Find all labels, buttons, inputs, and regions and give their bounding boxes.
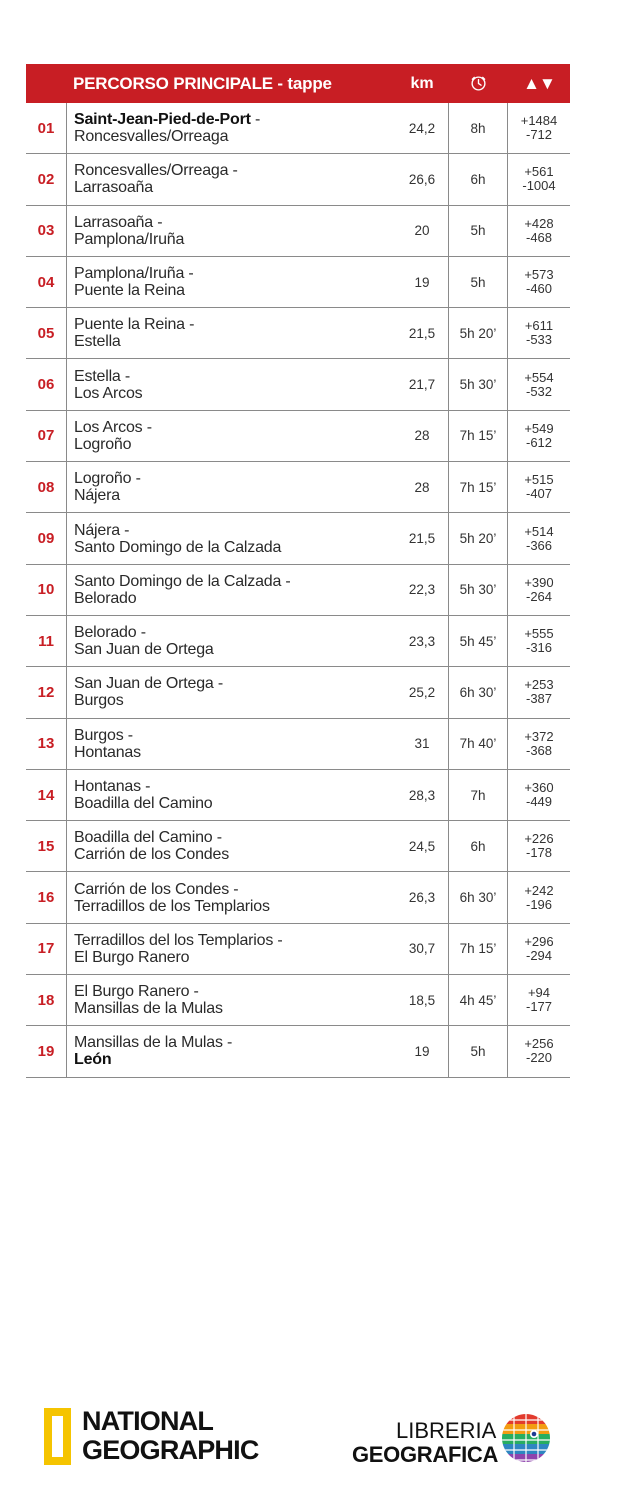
stage-time: 6h bbox=[448, 821, 508, 871]
stage-elevation bbox=[508, 719, 570, 769]
stage-from bbox=[74, 470, 396, 487]
stage-elevation bbox=[508, 206, 570, 256]
stage-to: Los Arcos bbox=[74, 384, 143, 402]
table-row bbox=[26, 770, 570, 821]
elevation-down: -532 bbox=[525, 383, 553, 399]
stage-number: 17 bbox=[37, 940, 55, 958]
stage-route bbox=[66, 308, 396, 358]
elevation-down: -368 bbox=[525, 742, 553, 758]
table-row bbox=[26, 359, 570, 410]
stage-from bbox=[74, 778, 396, 795]
stage-from bbox=[74, 368, 396, 385]
stage-elevation bbox=[508, 411, 570, 461]
separator: - bbox=[119, 521, 130, 539]
stage-to: Burgos bbox=[74, 692, 124, 710]
separator: - bbox=[229, 880, 239, 898]
separator: - bbox=[184, 265, 194, 283]
elevation-down: -407 bbox=[525, 486, 553, 502]
stage-from-name: Pamplona/Iruña bbox=[74, 265, 185, 283]
elevation-up: +573 bbox=[524, 267, 554, 283]
stage-route bbox=[66, 462, 396, 512]
stage-route bbox=[66, 154, 396, 204]
stage-time: 5h 20’ bbox=[448, 308, 508, 358]
table-row bbox=[26, 206, 570, 257]
stage-elevation bbox=[508, 872, 570, 922]
stage-route bbox=[66, 513, 396, 563]
elevation-up: +561 bbox=[524, 164, 554, 180]
separator: - bbox=[189, 983, 199, 1001]
stage-from bbox=[74, 214, 396, 231]
stage-from bbox=[74, 419, 396, 436]
stage-from-name: Belorado bbox=[74, 624, 137, 642]
stage-km: 23,3 bbox=[408, 633, 436, 649]
stage-from-name: Logroño bbox=[74, 470, 132, 488]
stage-number: 18 bbox=[37, 991, 55, 1009]
elevation-down: -220 bbox=[525, 1050, 553, 1066]
stage-from-name: Saint-Jean-Pied-de-Port bbox=[74, 111, 251, 129]
separator: - bbox=[250, 111, 261, 129]
elevation-down: -178 bbox=[525, 845, 553, 861]
stage-to: Estella bbox=[74, 333, 121, 351]
stage-km: 21,5 bbox=[408, 325, 436, 341]
table-row bbox=[26, 257, 570, 308]
stage-from bbox=[74, 727, 396, 744]
stage-km: 24,5 bbox=[408, 838, 436, 854]
libreria-text: LIBRERIA bbox=[396, 1418, 497, 1443]
stage-from bbox=[74, 316, 396, 333]
separator: - bbox=[142, 418, 152, 436]
stage-time: 7h 15’ bbox=[448, 924, 508, 974]
header-time bbox=[448, 75, 508, 92]
stage-to: Boadilla del Camino bbox=[74, 795, 213, 812]
stage-route bbox=[66, 616, 396, 666]
stage-to: Mansillas de la Mulas bbox=[74, 1000, 223, 1018]
stage-elevation bbox=[508, 359, 570, 409]
separator: - bbox=[228, 162, 238, 180]
stage-route bbox=[66, 1026, 396, 1076]
table-row bbox=[26, 667, 570, 718]
separator: - bbox=[140, 778, 151, 795]
stage-time: 4h 45’ bbox=[448, 975, 508, 1025]
elevation-down: -196 bbox=[525, 896, 553, 912]
stage-number: 12 bbox=[37, 683, 55, 701]
stage-km: 28,3 bbox=[408, 787, 436, 803]
stage-number: 03 bbox=[37, 222, 55, 240]
stage-km: 26,6 bbox=[408, 171, 436, 187]
stage-number: 16 bbox=[37, 889, 55, 907]
stage-route bbox=[66, 924, 396, 974]
table-row bbox=[26, 821, 570, 872]
elevation-down: -264 bbox=[525, 588, 553, 604]
stage-from-name: Burgos bbox=[74, 726, 124, 744]
stage-time: 5h bbox=[448, 1026, 508, 1076]
stage-km: 19 bbox=[414, 1043, 430, 1059]
stage-to: Roncesvalles/Orreaga bbox=[74, 128, 229, 146]
stage-from-name: Mansillas de la Mulas bbox=[74, 1034, 223, 1052]
elevation-up: +226 bbox=[524, 831, 554, 847]
stage-number: 07 bbox=[37, 427, 55, 445]
stage-number: 14 bbox=[37, 786, 55, 804]
stage-route bbox=[66, 103, 396, 153]
elevation-down: -533 bbox=[525, 332, 553, 348]
stage-from-name: San Juan de Ortega bbox=[74, 675, 214, 693]
national-geographic-logo bbox=[44, 1407, 259, 1465]
stage-time: 8h bbox=[448, 103, 508, 153]
elevation-down: -387 bbox=[525, 691, 553, 707]
stage-number: 01 bbox=[37, 119, 55, 137]
separator: - bbox=[152, 213, 163, 231]
separator: - bbox=[222, 1034, 233, 1052]
stage-route bbox=[66, 667, 396, 717]
stage-km: 19 bbox=[414, 274, 430, 290]
table-row bbox=[26, 565, 570, 616]
stage-km: 20 bbox=[414, 223, 430, 239]
stage-to: Nájera bbox=[74, 487, 120, 505]
stages-table bbox=[26, 64, 570, 1078]
table-row bbox=[26, 1026, 570, 1077]
separator: - bbox=[136, 624, 146, 642]
stage-time: 7h bbox=[448, 770, 508, 820]
stage-from bbox=[74, 162, 396, 179]
separator: - bbox=[273, 931, 283, 949]
separator: - bbox=[123, 726, 133, 744]
stage-to: Terradillos de los Templarios bbox=[74, 897, 270, 915]
stage-km: 21,7 bbox=[408, 377, 436, 393]
table-row bbox=[26, 616, 570, 667]
geografica-text: GEOGRAFICA bbox=[352, 1442, 499, 1467]
separator: - bbox=[212, 829, 222, 847]
stage-elevation bbox=[508, 821, 570, 871]
stage-from bbox=[74, 932, 396, 949]
table-row bbox=[26, 308, 570, 359]
stage-route bbox=[66, 206, 396, 256]
elevation-up: +242 bbox=[524, 882, 554, 898]
stage-time: 5h 20’ bbox=[448, 513, 508, 563]
elevation-up: +390 bbox=[524, 574, 554, 590]
elevation-up: +611 bbox=[524, 318, 554, 334]
stage-from bbox=[74, 829, 396, 846]
stage-from bbox=[74, 111, 396, 128]
stage-from bbox=[74, 983, 396, 1000]
table-row bbox=[26, 411, 570, 462]
stage-from bbox=[74, 573, 396, 590]
stage-elevation bbox=[508, 103, 570, 153]
table-row bbox=[26, 924, 570, 975]
separator: - bbox=[213, 675, 223, 693]
stage-time: 5h 30’ bbox=[448, 359, 508, 409]
stage-from bbox=[74, 675, 396, 692]
table-body bbox=[26, 103, 570, 1078]
separator: - bbox=[120, 367, 130, 385]
stage-elevation bbox=[508, 257, 570, 307]
table-row bbox=[26, 154, 570, 205]
stage-from-name: El Burgo Ranero bbox=[74, 983, 190, 1001]
yellow-frame-icon bbox=[44, 1408, 71, 1465]
header-elevation: ▲▼ bbox=[523, 73, 555, 93]
table-row bbox=[26, 975, 570, 1026]
elevation-up: +253 bbox=[524, 677, 554, 693]
elevation-up: +372 bbox=[524, 728, 554, 744]
stage-elevation bbox=[508, 975, 570, 1025]
table-header bbox=[26, 64, 570, 103]
stage-to: Santo Domingo de la Calzada bbox=[74, 538, 282, 556]
stage-elevation bbox=[508, 667, 570, 717]
stage-from-name: Santo Domingo de la Calzada bbox=[74, 572, 282, 590]
stage-route bbox=[66, 975, 396, 1025]
stage-number: 11 bbox=[38, 632, 54, 650]
stage-to: San Juan de Ortega bbox=[74, 641, 214, 659]
stage-km: 25,2 bbox=[408, 684, 436, 700]
stage-from-name: Boadilla del Camino bbox=[74, 829, 213, 847]
stage-number: 13 bbox=[37, 735, 55, 753]
stage-to: Belorado bbox=[74, 589, 137, 607]
elevation-down: -612 bbox=[525, 434, 553, 450]
elevation-down: -712 bbox=[525, 127, 553, 143]
stage-elevation bbox=[508, 462, 570, 512]
stage-km: 28 bbox=[414, 428, 430, 444]
elevation-up: +94 bbox=[527, 985, 551, 1001]
clock-icon bbox=[470, 75, 487, 92]
stage-number: 04 bbox=[37, 273, 55, 291]
stage-time: 5h bbox=[448, 206, 508, 256]
stage-number: 15 bbox=[37, 837, 55, 855]
stage-to: Hontanas bbox=[74, 743, 141, 761]
elevation-down: -177 bbox=[525, 999, 553, 1015]
table-row bbox=[26, 513, 570, 564]
elevation-up: +555 bbox=[524, 626, 554, 642]
stage-from bbox=[74, 522, 396, 539]
stage-to: Carrión de los Condes bbox=[74, 846, 229, 864]
table-row bbox=[26, 462, 570, 513]
stage-km: 30,7 bbox=[408, 941, 436, 957]
stage-time: 6h 30’ bbox=[448, 667, 508, 717]
stage-route bbox=[66, 257, 396, 307]
elevation-up: +554 bbox=[524, 369, 554, 385]
stage-number: 10 bbox=[37, 581, 55, 599]
stage-to: Larrasoaña bbox=[74, 179, 153, 197]
stage-elevation bbox=[508, 1026, 570, 1076]
stage-from-name: Larrasoaña bbox=[74, 213, 153, 231]
stage-to: El Burgo Ranero bbox=[74, 948, 190, 966]
header-title: PERCORSO PRINCIPALE - tappe bbox=[73, 73, 332, 93]
stage-elevation bbox=[508, 308, 570, 358]
elevation-down: -468 bbox=[525, 229, 553, 245]
stage-number: 19 bbox=[37, 1042, 55, 1060]
elevation-up: +360 bbox=[524, 780, 554, 795]
stage-elevation bbox=[508, 154, 570, 204]
stage-from-name: Nájera bbox=[74, 521, 120, 539]
stage-from-name: Puente la Reina bbox=[74, 316, 185, 334]
table-row bbox=[26, 872, 570, 923]
stage-from-name: Hontanas bbox=[74, 778, 141, 795]
stage-elevation bbox=[508, 924, 570, 974]
elevation-up: +296 bbox=[524, 933, 554, 949]
stage-route bbox=[66, 821, 396, 871]
separator: - bbox=[184, 316, 195, 334]
stage-from bbox=[74, 265, 396, 282]
stage-from bbox=[74, 881, 396, 898]
stage-km: 21,5 bbox=[408, 531, 436, 547]
elevation-up: +549 bbox=[524, 420, 554, 436]
table-row bbox=[26, 103, 570, 154]
elevation-down: -366 bbox=[525, 537, 553, 553]
libreria-geografica-logo bbox=[352, 1410, 562, 1470]
stage-km: 18,5 bbox=[408, 992, 436, 1008]
elevation-down: -316 bbox=[525, 640, 553, 656]
stage-km: 22,3 bbox=[408, 582, 436, 598]
stage-from-name: Carrión de los Condes bbox=[74, 880, 229, 898]
stage-time: 5h 45’ bbox=[448, 616, 508, 666]
globe-icon bbox=[500, 1410, 552, 1468]
elevation-up: +428 bbox=[524, 215, 554, 231]
elevation-up: +515 bbox=[524, 472, 554, 488]
stage-from bbox=[74, 624, 396, 641]
stage-number: 02 bbox=[37, 170, 55, 188]
national-geographic-wordmark: NATIONAL GEOGRAPHIC bbox=[82, 1406, 259, 1465]
stage-time: 5h bbox=[448, 257, 508, 307]
table-row bbox=[26, 719, 570, 770]
stage-to: Pamplona/Iruña bbox=[74, 230, 185, 248]
stage-time: 6h bbox=[448, 154, 508, 204]
stage-to: Logroño bbox=[74, 435, 132, 453]
elevation-down: -294 bbox=[525, 947, 553, 963]
stage-from-name: Los Arcos bbox=[74, 418, 143, 436]
stage-from bbox=[74, 1034, 396, 1051]
stage-km: 26,3 bbox=[408, 890, 436, 906]
elevation-down: -449 bbox=[525, 794, 553, 809]
stage-elevation bbox=[508, 616, 570, 666]
elevation-up: +1484 bbox=[520, 113, 558, 129]
separator: - bbox=[131, 470, 141, 488]
stage-time: 6h 30’ bbox=[448, 872, 508, 922]
stage-time: 7h 15’ bbox=[448, 411, 508, 461]
stage-time: 5h 30’ bbox=[448, 565, 508, 615]
stage-route bbox=[66, 872, 396, 922]
stage-number: 09 bbox=[37, 530, 55, 548]
stage-from-name: Estella bbox=[74, 367, 121, 385]
elevation-down: -460 bbox=[525, 281, 553, 297]
stage-route bbox=[66, 565, 396, 615]
separator: - bbox=[281, 572, 291, 590]
stage-from-name: Roncesvalles/Orreaga bbox=[74, 162, 229, 180]
stage-elevation bbox=[508, 513, 570, 563]
header-km: km bbox=[410, 74, 434, 92]
stage-number: 05 bbox=[37, 324, 55, 342]
stage-route bbox=[66, 719, 396, 769]
stage-route bbox=[66, 411, 396, 461]
elevation-up: +514 bbox=[524, 523, 554, 539]
stage-to: Puente la Reina bbox=[74, 282, 185, 300]
stage-route bbox=[66, 359, 396, 409]
stage-number: 08 bbox=[37, 478, 55, 496]
elevation-down: -1004 bbox=[522, 178, 556, 194]
stage-to: León bbox=[74, 1051, 112, 1069]
stage-km: 31 bbox=[414, 736, 430, 752]
stage-time: 7h 15’ bbox=[448, 462, 508, 512]
stage-time: 7h 40’ bbox=[448, 719, 508, 769]
stage-route bbox=[66, 770, 396, 820]
stage-from-name: Terradillos del los Templarios bbox=[74, 931, 274, 949]
stage-elevation bbox=[508, 565, 570, 615]
elevation-up: +256 bbox=[524, 1036, 554, 1052]
stage-km: 28 bbox=[414, 479, 430, 495]
stage-km: 24,2 bbox=[408, 120, 436, 136]
stage-elevation bbox=[508, 770, 570, 820]
stage-number: 06 bbox=[37, 376, 55, 394]
